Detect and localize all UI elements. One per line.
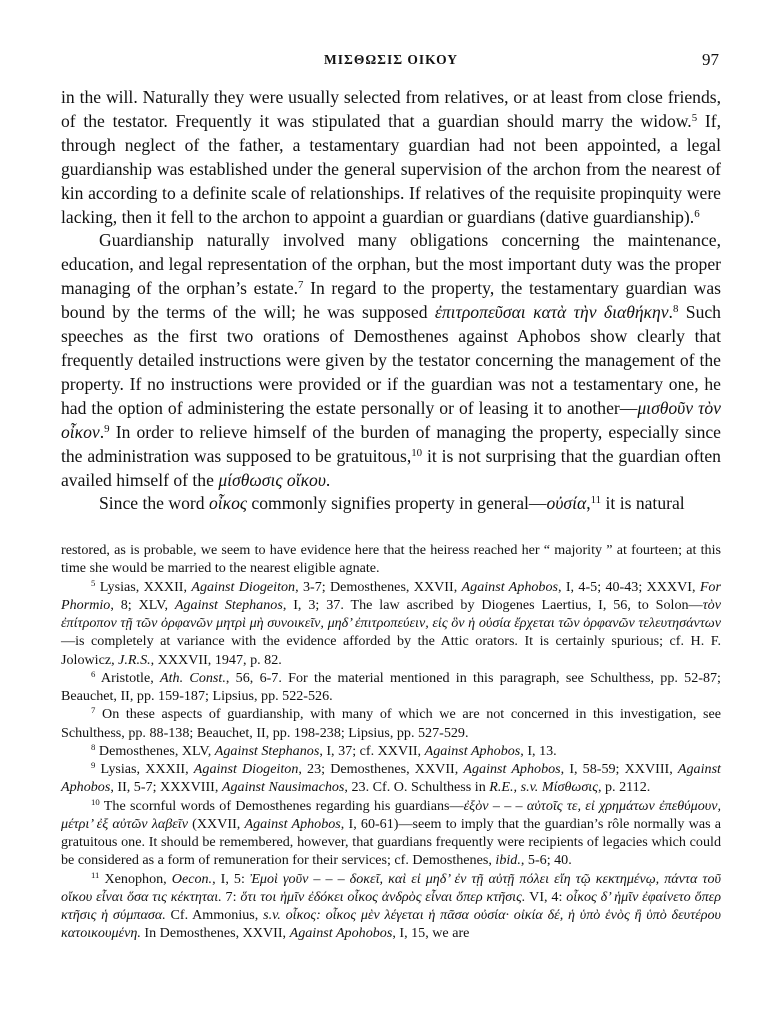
footnote-number: 9 xyxy=(91,760,96,771)
page-number: 97 xyxy=(702,50,719,69)
running-title: ΜΙΣΘΩΣΙΣ ΟΙΚΟΥ xyxy=(324,52,458,67)
greek-quotation: οἶκος: οἶκος μὲν λέγεται ἡ πᾶσα οὐσία· οἰκία δέ, ἡ ὑπὸ ἑνὸς ἢ ὑπὸ δευτέρου κατοικουμένη. xyxy=(61,907,722,942)
greek-quotation: Ἐμοὶ γοῦν – – – δοκεῖ, καὶ εἰ μηδ’ ἐν τῇ αὐτῇ πόλει εἴη τῷ κεκτημένῳ, πάντα τοῦ οἴκου εἶναι ὅσα τις κέκτηται. xyxy=(61,870,721,905)
greek-phrase: οἶκος xyxy=(208,493,248,514)
greek-quotation: ὅτι τοι ἡμῖν ἐδόκει οἶκος ἀνδρὸς εἶναι ὅπερ κτῆσις. xyxy=(240,888,526,905)
paragraph-1: in the will. Naturally they were usually selected from relatives, or at least from close friends, of the testator. Frequently it was stipulated that a guardian should marry the widow.$^5$ If, through neglect of the father, a testamentary guardian had not been appointed, a legal guardianship was established under the general supervision of the archon from the nearest of kin according to a definite scale of relationships. If relatives of the requisite propinquity were lacking, then it fell to the archon to appoint a guardian or guardians (dative guardianship).$^6$ xyxy=(61,87,722,227)
footnote-ref: 6 xyxy=(694,207,700,220)
footnote-11: $^{11}$ Xenophon, Oecon., I, 5: Ἐμοὶ γοῦν – – – δοκεῖ, καὶ εἰ μηδ’ ἐν τῇ αὐτῇ πόλει εἴη τῷ κεκτημένῳ, πάντα τοῦ οἴκου εἶναι ὅσα τις κέκτηται. 7: ὅτι τοι ἡμῖν ἐδόκει οἶκος ἀνδρὸς εἶναι ὅπερ κτῆσις. VI, 4: οἶκος δ’ ἡμῖν ἐφαίνετο ὅπερ κτῆσις ἡ σύμπασα. Cf. Ammonius, s.v. οἶκος: οἶκος μὲν λέγεται ἡ πᾶσα οὐσία· οἰκία δέ, ἡ ὑπὸ ἑνὸς ἢ ὑπὸ δευτέρου κατοικουμένη. In Demosthenes, XXVII, Against Apohobos, I, 15, we are xyxy=(61,869,722,942)
footnote-ref: 5 xyxy=(691,111,698,124)
footnote-5: $^5$ Lysias, XXXII, Against Diogeiton, 3-7; Demosthenes, XXVII, Against Aphobos, I, 4-5; 40-43; XXXVI, For Phormio, 8; XLV, Against Stephanos, I, 3; 37. The law ascribed by Diogenes Laertius, I, 56, to Solon—τὸν ἐπίτροπον τῇ τῶν ὀρφανῶν μητρὶ μὴ συνοικεῖν, μηδ’ ἐπιτροπεύειν, εἰς ὃν ἡ οὐσία ἔρχεται τῶν ὀρφανῶν τελευτησάντων—is completely at variance with the evidence afforded by the Attic orators. It is certainly spurious; cf. H. F. Jolowicz, J.R.S., XXXVII, 1947, p. 82. xyxy=(61,577,721,668)
footnote-number: 11 xyxy=(91,869,100,880)
footnote-ref: 10 xyxy=(411,446,423,459)
paragraph-2: Guardianship naturally involved many obligations concerning the maintenance, education, and legal representation of the orphan, but the most important duty was the proper managing of the orphan’s estate.$^7$ In regard to the property, the testamentary guardian was bound by the terms of the will; he was supposed ἐπιτροπεῦσαι κατὰ τὴν διαθήκην.$^8$ Such speeches as the first two orations of Demosthenes against Aphobos show clearly that frequently detailed instructions were given by the testator concerning the management of the property. If no instructions were provided or if the guardian was not a testamentary one, he had the option of administering the estate personally or of leasing it to another—μισθοῦν τὸν οἶκον.$^9$ In order to relieve himself of the burden of managing the property, especially since the administration was supposed to be gratuitous,$^{10}$ it is not surprising that the guardian often availed himself of the μίσθωσις οἴκου. xyxy=(61,230,721,490)
greek-phrase: μίσθωσις οἴκου xyxy=(218,469,326,490)
footnote-number: 10 xyxy=(91,796,100,807)
greek-phrase: οὐσία xyxy=(546,493,587,514)
footnote-continuation: restored, as is probable, we seem to have evidence here that the heiress reached her “ majority ” at fourteen; at this time she would be married to the nearest eligible agnate. xyxy=(61,542,721,577)
footnote-ref: 11 xyxy=(590,494,602,507)
greek-quotation: οἶκος δ’ ἡμῖν ἐφαίνετο ὅπερ κτῆσις ἡ σύμπασα. xyxy=(61,888,721,923)
greek-quotation: τὸν ἐπίτροπον τῇ τῶν ὀρφανῶν μητρὶ μὴ συνοικεῖν, μηδ’ ἐπιτροπεύειν, εἰς ὃν ἡ οὐσία ἔρχεται τῶν ὀρφανῶν τελευτησάντων xyxy=(61,596,721,631)
greek-phrase: ἐπιτροπεῦσαι κατὰ τὴν διαθήκην xyxy=(434,302,669,323)
footnote-number: 6 xyxy=(91,668,96,679)
footnote-ref: 8 xyxy=(672,303,679,316)
greek-phrase: μισθοῦν τὸν οἶκον xyxy=(61,397,721,442)
footnote-ref: 7 xyxy=(298,279,304,292)
greek-quotation: ἐξὸν – – – αὐτοῖς τε, εἰ χρημάτων ἐπεθύμουν, μέτρι’ ἐξ αὐτῶν λαβεῖν xyxy=(61,797,722,832)
footnote-ref: 9 xyxy=(104,422,110,435)
footnote-number: 5 xyxy=(91,577,96,588)
footnote-6: $^6$ Aristotle, Ath. Const., 56, 6-7. For the material mentioned in this paragraph, see Schulthess, pp. 52-87; Beauchet, II, pp. 159-187; Lipsius, pp. 522-526. xyxy=(61,668,721,704)
footnote-7: $^7$ On these aspects of guardianship, with many of which we are not concerned in this investigation, see Schulthess, pp. 88-138; Beauchet, II, pp. 198-238; Lipsius, pp. 527-529. xyxy=(61,705,721,741)
paragraph-3: Since the word οἶκος commonly signifies property in general—οὐσία,$^{11}$ it is natural xyxy=(99,493,685,514)
footnote-9: $^9$ Lysias, XXXII, Against Diogeiton, 23; Demosthenes, XXVII, Against Aphobos, I, 58-59; XXVIII, Against Aphobos, II, 5-7; XXXVIII, Against Nausimachos, 23. Cf. O. Schulthess in R.E., s.v. Μίσθωσις, p. 2112. xyxy=(61,760,721,796)
footnotes xyxy=(61,541,721,943)
footnote-8: $^8$ Demosthenes, XLV, Against Stephanos, I, 37; cf. XXVII, Against Aphobos, I, 13. xyxy=(91,741,557,759)
footnote-number: 7 xyxy=(91,705,96,716)
footnote-10: $^{10}$ The scornful words of Demosthenes regarding his guardians—ἐξὸν – – – αὐτοῖς τε, εἰ χρημάτων ἐπεθύμουν, μέτρι’ ἐξ αὐτῶν λαβεῖν (XXVII, Against Aphobos, I, 60-61)—seem to imply that the guardian’s rôle normally was a gratuitous one. It should be remembered, however, that guardians frequently were recipients of legacies which could be considered as a form of remuneration for their services; cf. Demosthenes, ibid., 5-6; 40. xyxy=(61,796,722,869)
greek-word: Μίσθωσις xyxy=(541,779,598,796)
page-header xyxy=(61,50,721,72)
footnote-number: 8 xyxy=(91,741,96,752)
main-text xyxy=(61,86,721,516)
